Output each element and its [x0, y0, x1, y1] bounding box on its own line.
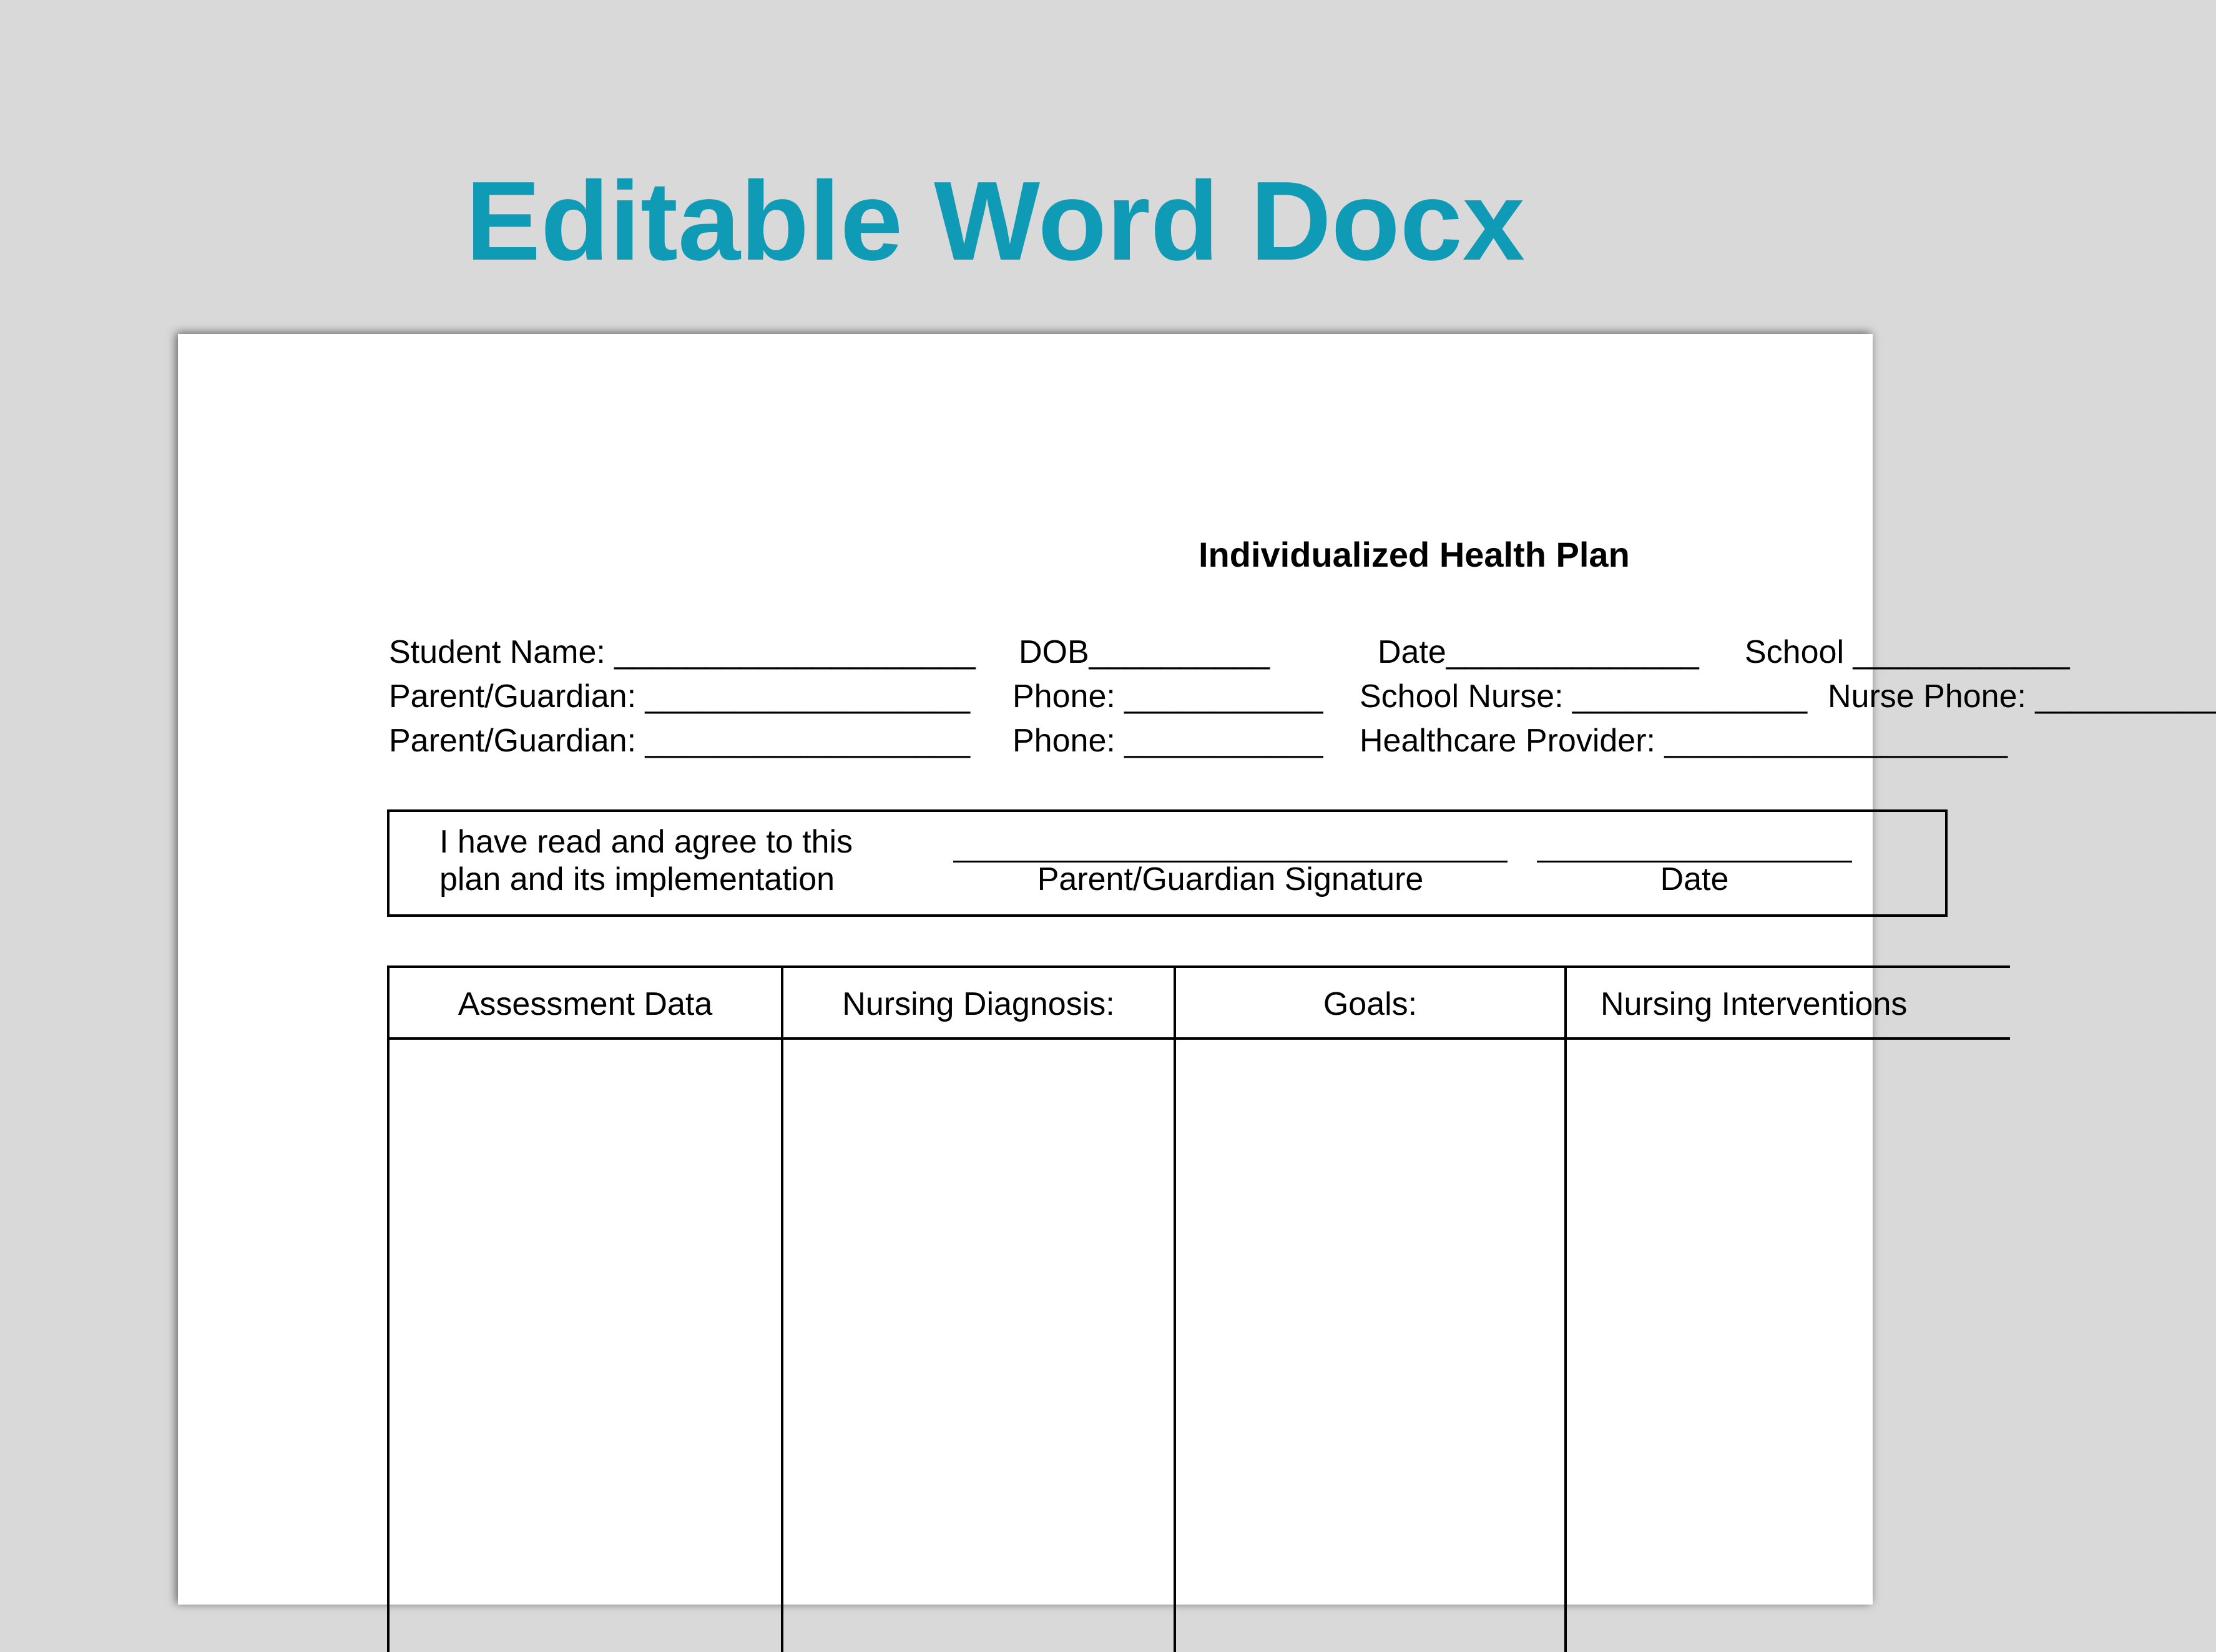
agreement-text-line-1: I have read and agree to this	[439, 824, 853, 860]
header-assessment-data: Assessment Data	[458, 986, 713, 1022]
column-divider	[1174, 968, 1176, 1652]
parent-guardian-1-field[interactable]: Parent/Guardian: __________________	[389, 678, 971, 715]
agreement-box	[387, 809, 1948, 917]
phone-1-field[interactable]: Phone: ___________	[1012, 678, 1323, 715]
table-header-divider	[390, 1037, 2010, 1040]
signature-date-label: Date	[1660, 861, 1729, 897]
header-goals: Goals:	[1323, 986, 1418, 1022]
nurse-phone-field[interactable]: Nurse Phone: __________	[1828, 678, 2216, 715]
school-nurse-field[interactable]: School Nurse: _____________	[1360, 678, 1808, 715]
column-divider	[1564, 968, 1567, 1652]
column-divider	[781, 968, 783, 1652]
signature-label: Parent/Guardian Signature	[1037, 861, 1424, 897]
document-page	[178, 334, 2216, 1605]
school-field[interactable]: School ____________	[1745, 634, 2070, 670]
banner-title: Editable Word Docx	[466, 159, 1525, 284]
care-plan-table	[387, 965, 2010, 1652]
student-name-field[interactable]: Student Name: ____________________	[389, 634, 976, 670]
header-nursing-diagnosis: Nursing Diagnosis:	[842, 986, 1115, 1022]
healthcare-provider-field[interactable]: Healthcare Provider: ___________________	[1360, 723, 2008, 759]
date-field[interactable]: Date______________	[1378, 634, 1699, 670]
agreement-text-line-2: plan and its implementation	[439, 861, 835, 897]
dob-field[interactable]: DOB__________	[1019, 634, 1270, 670]
phone-2-field[interactable]: Phone: ___________	[1012, 723, 1323, 759]
header-nursing-interventions: Nursing Interventions	[1601, 986, 1908, 1022]
document-title: Individualized Health Plan	[1199, 535, 1630, 574]
parent-guardian-2-field[interactable]: Parent/Guardian: __________________	[389, 723, 971, 759]
